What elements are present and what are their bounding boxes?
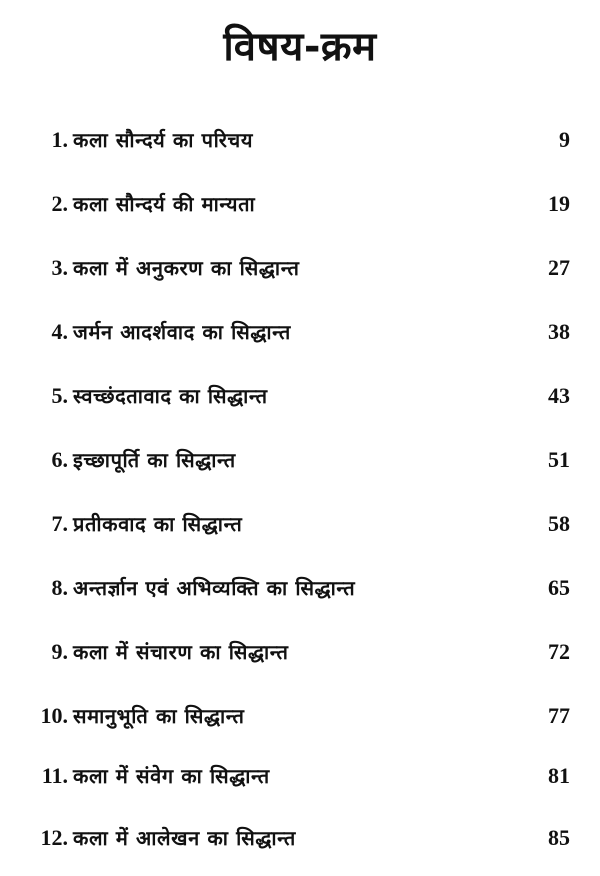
toc-entry: [0, 758, 600, 794]
entry-page: 85: [548, 825, 570, 850]
entry-title: जर्मन आदर्शवाद का सिद्धान्त: [73, 320, 291, 344]
toc-entry: [0, 570, 600, 606]
toc-entry: [0, 122, 600, 158]
entry-page: 58: [548, 511, 570, 536]
toc-entry: [0, 506, 600, 542]
entry-title: प्रतीकवाद का सिद्धान्त: [73, 512, 243, 536]
entry-number: 1.: [51, 127, 68, 152]
entry-title: कला सौन्दर्य का परिचय: [73, 128, 254, 152]
entry-title: समानुभूति का सिद्धान्त: [73, 704, 245, 728]
entry-page: 38: [548, 319, 570, 344]
entry-page: 81: [548, 763, 570, 788]
entry-title: इच्छापूर्ति का सिद्धान्त: [73, 448, 236, 472]
toc-entry: [0, 314, 600, 350]
entry-number: 11.: [41, 763, 68, 788]
page-title: विषय-क्रम: [223, 24, 377, 70]
entry-page: 65: [548, 575, 570, 600]
entry-page: 9: [559, 127, 570, 152]
entry-title: कला में संचारण का सिद्धान्त: [73, 640, 289, 664]
toc-entry: [0, 698, 600, 734]
entry-page: 43: [548, 383, 570, 408]
entry-title: स्वच्छंदतावाद का सिद्धान्त: [73, 384, 268, 408]
entry-number: 12.: [40, 825, 68, 850]
entry-page: 19: [548, 191, 570, 216]
toc-entry: [0, 250, 600, 286]
entry-title: कला सौन्दर्य की मान्यता: [73, 192, 256, 216]
entry-number: 5.: [51, 383, 68, 408]
entry-number: 8.: [51, 575, 68, 600]
toc-entry: [0, 820, 600, 856]
entry-number: 3.: [51, 255, 68, 280]
entry-number: 10.: [40, 703, 68, 728]
entry-title: कला में अनुकरण का सिद्धान्त: [73, 256, 300, 280]
entry-title: कला में आलेखन का सिद्धान्त: [73, 826, 296, 850]
entry-page: 27: [548, 255, 570, 280]
entry-page: 72: [548, 639, 570, 664]
entry-title: कला में संवेग का सिद्धान्त: [73, 764, 270, 788]
toc-entry: [0, 442, 600, 478]
toc-entry: [0, 378, 600, 414]
toc-entry: [0, 634, 600, 670]
entry-number: 2.: [51, 191, 68, 216]
entry-title: अन्तर्ज्ञान एवं अभिव्यक्ति का सिद्धान्त: [73, 576, 356, 600]
toc-entry: [0, 186, 600, 222]
entry-number: 9.: [51, 639, 68, 664]
entry-page: 51: [548, 447, 570, 472]
entry-number: 4.: [51, 319, 68, 344]
entry-number: 7.: [51, 511, 68, 536]
entry-page: 77: [548, 703, 570, 728]
entry-number: 6.: [51, 447, 68, 472]
